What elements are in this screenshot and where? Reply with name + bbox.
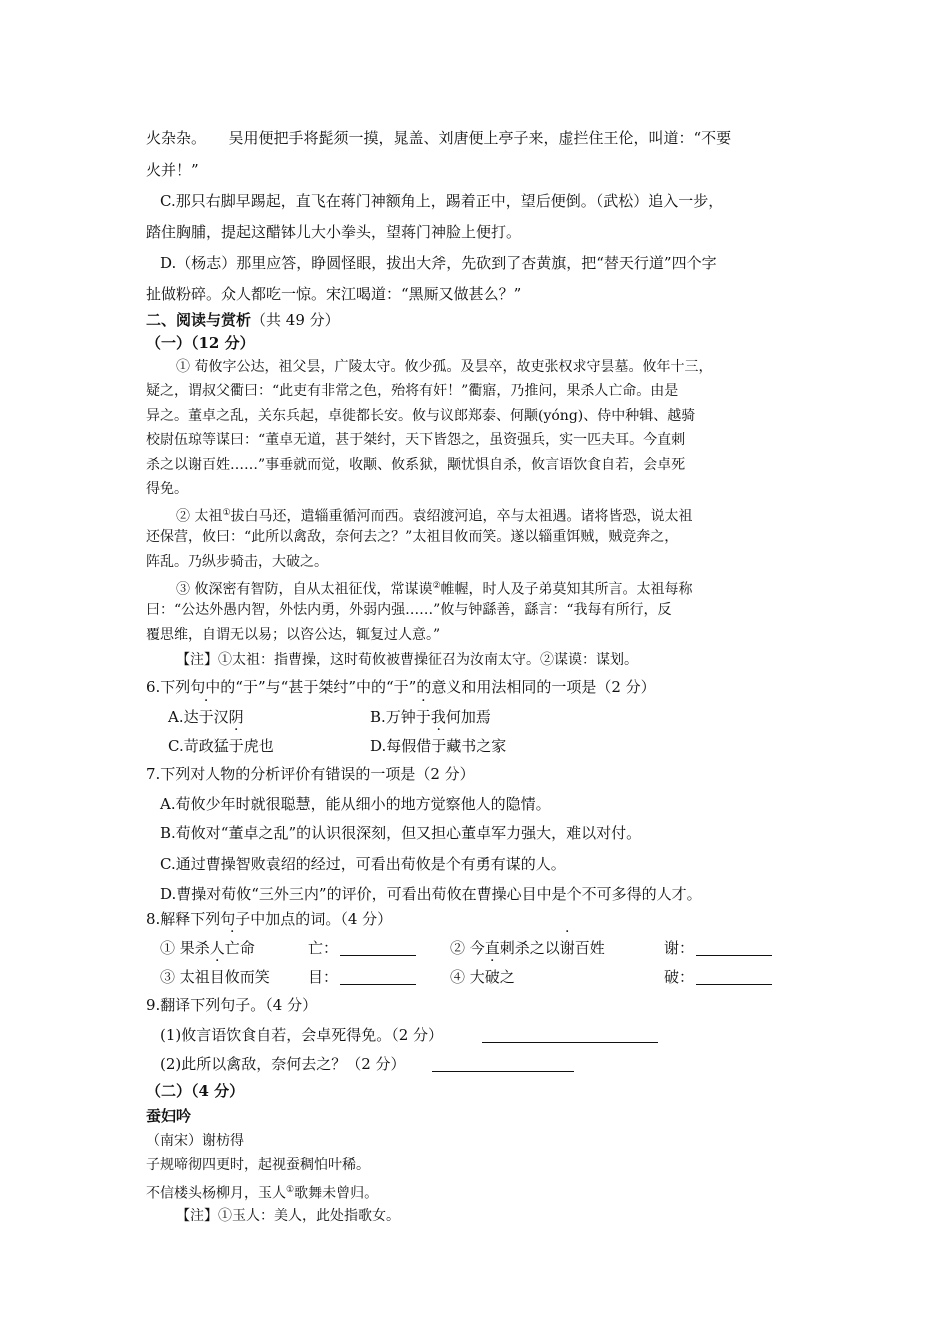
passage-p1-line-2: 疑之，谓叔父衢曰：“此吏有非常之色，殆将有奸！”衢寤，乃推问，果杀人亡命。由是 [146,383,679,399]
answer-blank-1[interactable] [340,955,416,956]
q8-stem: 8.解释下列句子中加点的词。（4 分） [146,910,393,928]
q6-option-c: C.苛政猛于虎也 [168,737,274,755]
passage-p1-line-5: 杀之以谢百姓……”事垂就而觉，收颙、攸系狱，颙忧惧自杀，攸言语饮食自若，会卓死 [146,457,686,473]
poem-line-1: 子规啼彻四更时，起视蚕稠怕叶稀。 [146,1157,370,1173]
answer-blank-3[interactable] [340,984,416,985]
passage-p2-text-b: 拔白马还，遣辎重循河而西。袁绍渡河追，卒与太祖遇。诸将皆恐，说太祖 [230,508,693,525]
option-b-line-2: 火并！” [146,161,199,179]
passage-p2-text-a: ② 太祖 [176,508,223,525]
q8-item-3: ③ 太祖目攸而笑 [160,968,270,986]
poem-title: 蚕妇吟 [146,1107,192,1125]
q8-item-1: ① 果杀人亡命 [160,939,255,957]
q8-item-2: ② 今直刺杀之以谢百姓 [450,939,605,957]
q7-option-b: B.荀攸对“董卓之乱”的认识很深刻，但又担心董卓军力强大，难以对付。 [160,824,642,842]
footnote-marker-poem: ① [286,1185,295,1195]
q7-option-d: D.曹操对荀攸“三外三内”的评价，可看出荀攸在曹操心目中是个不可多得的人才。 [160,885,702,903]
poem-line-2-text-a: 不信楼头杨柳月，玉人 [146,1185,286,1202]
translation-blank-2[interactable] [432,1071,574,1072]
part-two-title: （二）（4 分） [146,1082,245,1100]
option-b-line-1: 火杂杂。 吴用便把手将髭须一摸，晁盖、刘唐便上亭子来，虚拦住王伦，叫道：“不要 [146,129,732,147]
footnote-marker-1: ① [222,508,231,518]
q7-stem: 7.下列对人物的分析评价有错误的一项是（2 分） [146,765,475,783]
emphasis-dot: 于 [228,737,244,755]
q8-key-4: 破： [664,968,695,986]
q7-option-a: A.荀攸少年时就很聪慧，能从细小的地方觉察他人的隐情。 [160,795,551,813]
poem-note: 【注】①玉人：美人，此处指歌女。 [176,1208,400,1224]
translation-blank-1[interactable] [482,1042,658,1043]
q7-option-c: C.通过曹操智败袁绍的经过，可看出荀攸是个有勇有谋的人。 [160,855,566,873]
poem-author: （南宋）谢枋得 [146,1133,244,1149]
passage-p2-line-3: 阵乱。乃纵步骑击，大破之。 [146,554,328,570]
q8-item-4: ④ 大破之 [450,968,515,986]
section-title: 二、阅读与赏析 [146,311,252,329]
poem-line-2-text-b: 歌舞未曾归。 [294,1185,379,1202]
passage-p1-line-4: 校尉伍琼等谋曰：“董卓无道，甚于桀纣，天下皆怨之，虽资强兵，实一匹夫耳。今直刺 [146,432,686,448]
emphasis-dot: 于 [431,737,447,755]
footnote-marker-2: ② [432,581,441,591]
section-score: （共 49 分） [251,311,340,329]
passage-note: 【注】①太祖：指曹操，这时荀攸被曹操征召为汝南太守。②谋谟：谋划。 [176,652,638,668]
q9-sentence-2: (2)此所以禽敌，奈何去之？（2 分） [160,1055,406,1073]
q6-option-d: D.每假借于藏书之家 [370,737,507,755]
passage-p3-text-b: 帷幄，时人及子弟莫知其所言。太祖每称 [440,581,693,598]
passage-p3-line-3: 覆思维，自谓无以易；以咨公达，辄复过人意。” [146,627,441,643]
passage-p3-line-1 [176,576,693,600]
section-heading [146,310,340,330]
q6-stem: 6.下列句中的“于”与“甚于桀纣”中的“于”的意义和用法相同的一项是（2 分） [146,678,656,696]
q6-option-b: B.万钟于我何加焉 [370,708,491,726]
part-one-title: （一）（12 分） [146,334,255,352]
answer-blank-4[interactable] [696,984,772,985]
option-c-line-2: 踏住胸脯，提起这醋钵儿大小拳头，望蒋门神脸上便打。 [146,223,522,241]
emphasis-dot: 于 [415,708,431,726]
passage-p3-line-2: 曰：“公达外愚内智，外怯内勇，外弱内强……”攸与钟繇善，繇言：“我每有所行，反 [146,602,672,618]
emphasis-dot: 目 [209,968,225,986]
q9-stem: 9.翻译下列句子。（4 分） [146,996,318,1014]
emphasis-dot: 于 [198,708,214,726]
q8-key-3: 目： [308,968,339,986]
passage-p2-line-1 [176,503,693,527]
q6-option-a: A.达于汉阴 [168,708,244,726]
passage-p2-line-2: 还保营，攸曰：“此所以禽敌，奈何去之？”太祖目攸而笑。遂以辎重饵贼，贼竞奔之， [146,529,679,545]
answer-blank-2[interactable] [696,955,772,956]
passage-p3-text-a: ③ 攸深密有智防，自从太祖征伐，常谋谟 [176,581,433,598]
option-d-line-2: 扯做粉碎。众人都吃一惊。宋江喝道：“黑厮又做甚么？” [146,285,522,303]
emphasis-dot: 亡 [224,939,240,957]
emphasis-dot: 破 [484,968,500,986]
option-d-line-1: D.（杨志）那里应答，睁圆怪眼，拔出大斧，先砍到了杏黄旗，把“替天行道”四个字 [160,254,717,272]
emphasis-dot: 谢 [559,939,575,957]
option-c-line-1: C.那只右脚早踢起，直飞在蒋门神额角上，踢着正中，望后便倒。（武松）追入一步， [160,192,724,210]
poem-line-2 [146,1180,378,1204]
q8-key-1: 亡： [308,939,339,957]
passage-p1-line-1: ① 荀攸字公达，祖父昙，广陵太守。攸少孤。及昙卒，故吏张权求守昙墓。攸年十三， [176,359,713,375]
passage-p1-line-6: 得免。 [146,481,188,497]
q8-key-2: 谢： [664,939,695,957]
passage-p1-line-3: 异之。董卓之乱，关东兵起，卓徙都长安。攸与议郎郑泰、何颙(yóng)、侍中种辑、越骑 [146,408,696,424]
q9-sentence-1: (1)攸言语饮食自若，会卓死得免。（2 分） [160,1026,444,1044]
